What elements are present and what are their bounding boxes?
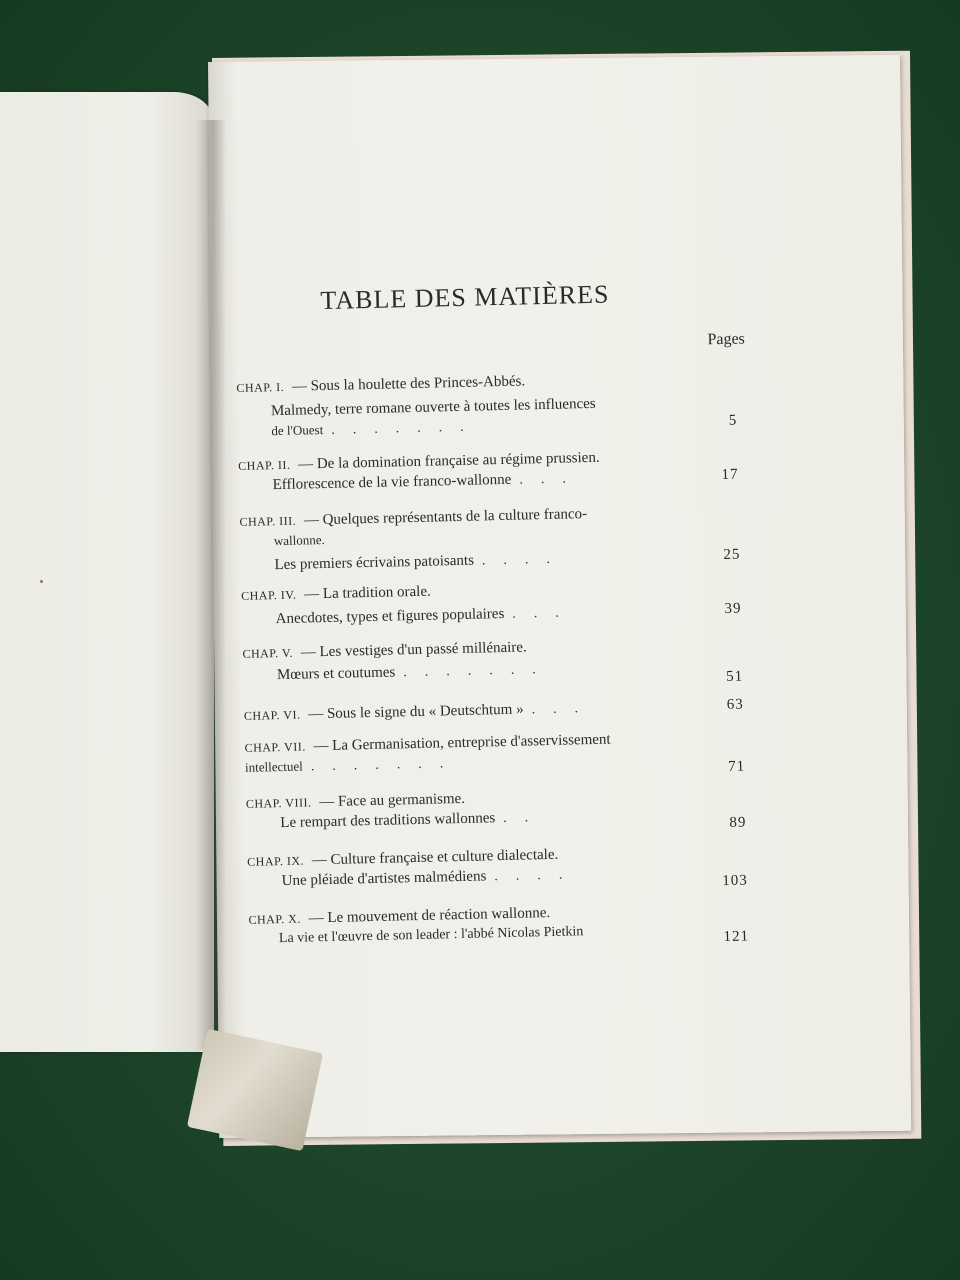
chapter-subtitle: Le rempart des traditions wallonnes	[280, 810, 496, 832]
page-number: 5	[728, 412, 738, 429]
chapter-title: — Sous le signe du « Deutschtum »	[308, 701, 524, 723]
chapter-title: — Le mouvement de réaction wallonne.	[308, 904, 551, 927]
pages-column-header: Pages	[707, 330, 745, 349]
page-number: 17	[721, 466, 739, 483]
chapter-title: — La Germanisation, entreprise d'asservissement	[313, 731, 611, 755]
paper-speck	[40, 580, 43, 583]
page-number: 71	[727, 758, 746, 775]
dot-leader: .......	[310, 755, 462, 775]
chapter-title: — La tradition orale.	[304, 583, 431, 603]
chapter-title: — Face au germanisme.	[319, 790, 466, 811]
left-blank-page	[0, 92, 214, 1052]
book-gutter	[196, 120, 226, 1050]
chapter-subtitle: Malmedy, terre romane ouverte à toutes les influences	[270, 395, 596, 420]
toc-entry-chap-7	[244, 727, 745, 778]
chapter-subtitle: Efflorescence de la vie franco-wallonne	[272, 471, 512, 494]
page-number: 25	[723, 546, 741, 563]
dot-leader: ...	[512, 605, 577, 622]
chapter-subtitle: Anecdotes, types et figures populaires	[275, 605, 505, 628]
toc-entry-chap-9	[247, 841, 748, 892]
chapter-title: — Les vestiges d'un passé millénaire.	[300, 639, 527, 661]
dot-leader: ...	[519, 471, 585, 488]
toc-entry-chap-4	[241, 575, 742, 630]
page-number: 103	[722, 872, 748, 890]
chapter-number: CHAP. X.	[248, 911, 302, 927]
page-number: 51	[725, 668, 744, 685]
dot-leader: ....	[494, 867, 581, 885]
chapter-title-cont: wallonne.	[273, 532, 325, 549]
toc-title: TABLE DES MATIÈRES	[320, 279, 610, 316]
chapter-number: CHAP. VII.	[244, 739, 306, 755]
chapter-number: CHAP. VI.	[243, 707, 301, 723]
toc-entry-chap-8	[246, 783, 747, 834]
chapter-title: — Culture française et culture dialectale.	[311, 846, 559, 869]
chapter-subtitle: La vie et l'œuvre de son leader : l'abbé Nicolas Pietkin	[278, 924, 584, 947]
toc-entry-chap-6	[244, 695, 744, 726]
table-of-contents	[234, 268, 770, 1000]
chapter-number: CHAP. I.	[236, 379, 285, 395]
dot-leader: .......	[403, 661, 554, 681]
dot-leader: .......	[331, 419, 482, 438]
chapter-title-cont: intellectuel	[244, 758, 303, 775]
chapter-title: — Quelques représentants de la culture franco-	[303, 506, 588, 529]
chapter-subtitle-cont: de l'Ouest	[271, 422, 324, 439]
chapter-number: CHAP. III.	[239, 513, 297, 529]
chapter-number: CHAP. II.	[238, 457, 291, 473]
page-number: 39	[724, 600, 742, 617]
page-number: 89	[729, 814, 747, 831]
chapter-number: CHAP. IV.	[241, 587, 297, 603]
chapter-number: CHAP. VIII.	[245, 795, 312, 811]
dot-leader: ....	[481, 551, 569, 569]
toc-entry-chap-1	[236, 367, 737, 442]
toc-entry-chap-3	[239, 501, 740, 576]
page-number: 121	[723, 928, 750, 946]
chapter-title: — Sous la houlette des Princes-Abbés.	[291, 373, 526, 395]
chapter-subtitle: Mœurs et coutumes	[276, 664, 396, 684]
chapter-title: — De la domination française au régime prussien.	[297, 449, 600, 473]
dot-leader: ...	[531, 700, 597, 718]
toc-entry-chap-5	[242, 633, 743, 686]
chapter-subtitle: Les premiers écrivains patoisants	[274, 552, 475, 574]
chapter-subtitle: Une pléiade d'artistes malmédiens	[281, 868, 487, 890]
toc-entry-chap-10	[248, 898, 749, 949]
page-number: 63	[726, 696, 744, 713]
toc-entry-chap-2	[238, 445, 739, 496]
chapter-number: CHAP. IX.	[247, 853, 305, 869]
dot-leader: ..	[503, 810, 547, 827]
chapter-number: CHAP. V.	[242, 645, 294, 661]
